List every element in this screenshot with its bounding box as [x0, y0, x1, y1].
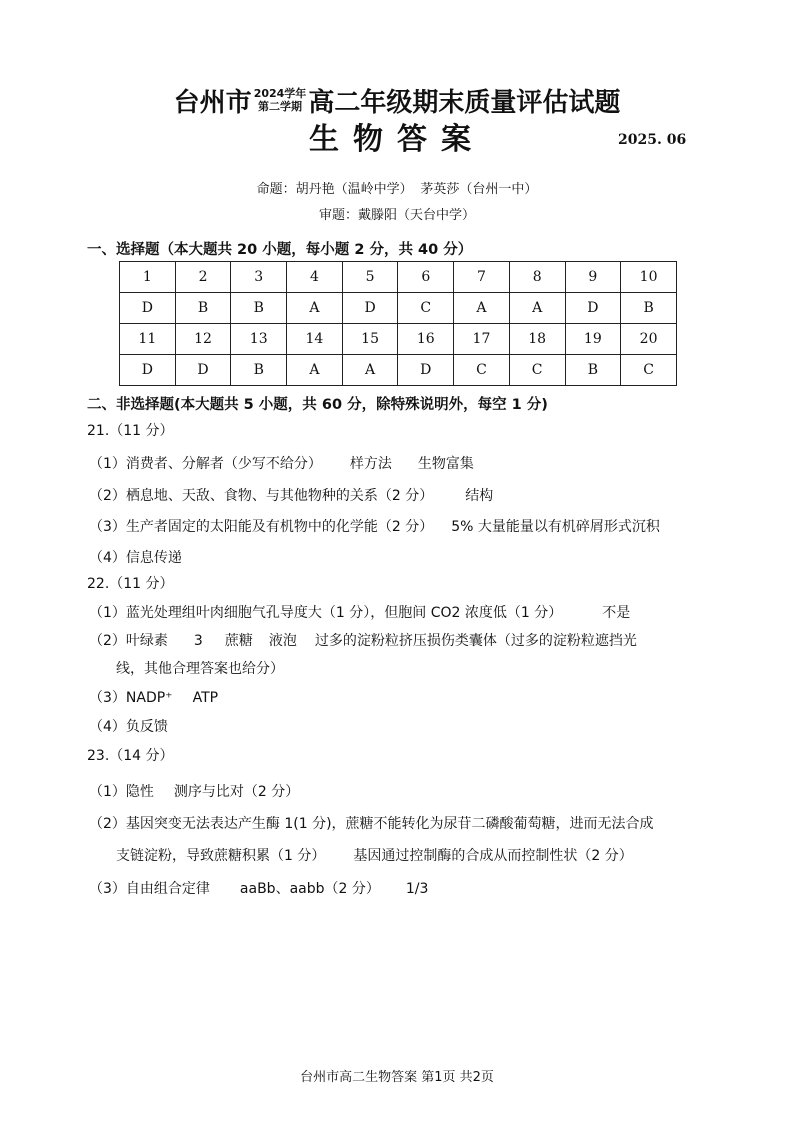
- question-number-cell: 1: [120, 262, 176, 293]
- answer-cell: A: [342, 355, 398, 386]
- q21-3a: （3）生产者固定的太阳能及有机物中的化学能（2 分）: [89, 519, 434, 535]
- question-number-cell: 3: [231, 262, 287, 293]
- answer-table: [119, 261, 677, 386]
- answer-cell: C: [398, 293, 454, 324]
- answer-cell: D: [398, 355, 454, 386]
- answer-cell: D: [175, 355, 231, 386]
- q22-1a: （1）蓝光处理组叶肉细胞气孔导度大（1 分），但胞间 CO2 浓度低（1 分）: [89, 605, 563, 621]
- answer-cell: D: [565, 293, 621, 324]
- answer-cell: B: [231, 293, 287, 324]
- question-number-cell: 12: [175, 324, 231, 355]
- question-number-cell: 10: [621, 262, 677, 293]
- q23-answer-3: [89, 878, 428, 898]
- q21-answer-2: [89, 485, 493, 505]
- authors-line-1: 命题：胡丹艳（温岭中学） 茅英莎（台州一中）: [256, 182, 538, 197]
- title-city: 台州市: [173, 87, 252, 118]
- answer-row: [120, 293, 677, 324]
- question-number-cell: 19: [565, 324, 621, 355]
- q23-title: 23.（14 分）: [87, 748, 174, 764]
- answer-cell: B: [175, 293, 231, 324]
- question-number-cell: 4: [287, 262, 343, 293]
- question-number-cell: 20: [621, 324, 677, 355]
- q23-answer-1: [89, 781, 299, 801]
- answer-cell: C: [454, 355, 510, 386]
- q22-1b: 不是: [602, 605, 631, 621]
- q23-1a: （1）隐性: [89, 784, 154, 800]
- answer-cell: A: [287, 293, 343, 324]
- q23-3b: aaBb、aabb（2 分）: [239, 881, 380, 897]
- q22-title: 22.（11 分）: [87, 576, 174, 592]
- section-1-heading: 一、选择题（本大题共 20 小题，每小题 2 分，共 40 分）: [87, 242, 473, 258]
- question-number-cell: 13: [231, 324, 287, 355]
- question-number-cell: 8: [509, 262, 565, 293]
- question-number-cell: 11: [120, 324, 176, 355]
- question-number-cell: 16: [398, 324, 454, 355]
- answer-cell: A: [454, 293, 510, 324]
- question-number-cell: 18: [509, 324, 565, 355]
- answer-cell: D: [120, 355, 176, 386]
- title-year: [254, 87, 307, 113]
- q22-answer-1: [89, 602, 630, 622]
- question-number-cell: 14: [287, 324, 343, 355]
- q22-2b: 3: [193, 633, 203, 649]
- answer-cell: B: [565, 355, 621, 386]
- answer-cell: C: [621, 355, 677, 386]
- question-number-cell: 2: [175, 262, 231, 293]
- q22-3a: （3）NADP⁺: [89, 690, 173, 706]
- q22-answer-2-cont: 线，其他合理答案也给分）: [116, 661, 284, 677]
- q22-answer-2: [89, 630, 637, 650]
- q22-answer-4: （4）负反馈: [89, 719, 168, 735]
- title-main: 高二年级期末质量评估试题: [308, 87, 621, 118]
- exam-date: 2025. 06: [618, 132, 687, 148]
- q22-2e: 过多的淀粉粒挤压损伤类囊体（过多的淀粉粒遮挡光: [314, 633, 637, 649]
- question-number-cell: 17: [454, 324, 510, 355]
- answer-row: [120, 355, 677, 386]
- question-number-cell: 5: [342, 262, 398, 293]
- q23-2c: 基因通过控制酶的合成从而控制性状（2 分）: [353, 848, 633, 864]
- question-number-cell: 6: [398, 262, 454, 293]
- question-number-cell: 7: [454, 262, 510, 293]
- q22-2a: （2）叶绿素: [89, 633, 168, 649]
- q22-answer-3: [89, 687, 218, 707]
- question-number-cell: 9: [565, 262, 621, 293]
- q21-answer-1: [89, 453, 474, 473]
- q23-answer-2-cont: [116, 845, 633, 865]
- answer-cell: D: [120, 293, 176, 324]
- q22-3b: ATP: [192, 690, 219, 706]
- q21-1a: （1）消费者、分解者（少写不给分）: [89, 456, 322, 472]
- subject-title: 生物答案: [309, 122, 485, 157]
- answer-cell: A: [509, 293, 565, 324]
- q23-3c: 1/3: [405, 881, 429, 897]
- q21-3b: 5% 大量能量以有机碎屑形式沉积: [451, 519, 660, 535]
- q23-1b: 测序与比对（2 分）: [173, 784, 300, 800]
- answer-cell: A: [287, 355, 343, 386]
- q21-2b: 结构: [465, 488, 494, 504]
- q23-3a: （3）自由组合定律: [89, 881, 210, 897]
- q21-2a: （2）栖息地、天敌、食物、与其他物种的关系（2 分）: [89, 488, 434, 504]
- answer-cell: C: [509, 355, 565, 386]
- q21-1b: 样方法: [349, 456, 392, 472]
- q21-answer-4: （4）信息传递: [89, 550, 182, 566]
- answer-cell: B: [231, 355, 287, 386]
- q21-answer-3: [89, 516, 660, 536]
- q23-answer-2: （2）基因突变无法表达产生酶 1(1 分)，蔗糖不能转化为尿苷二磷酸葡萄糖，进而无法合成: [89, 816, 654, 832]
- question-number-cell: 15: [342, 324, 398, 355]
- q23-2b: 支链淀粉，导致蔗糖积累（1 分）: [116, 848, 326, 864]
- page-footer: 台州市高二生物答案 第1页 共2页: [300, 1070, 494, 1085]
- q21-1c: 生物富集: [417, 456, 474, 472]
- title-year-top: 2024学年: [253, 87, 307, 100]
- question-number-row: [120, 262, 677, 293]
- q22-2d: 液泡: [268, 633, 297, 649]
- q21-title: 21.（11 分）: [87, 423, 174, 439]
- question-number-row: [120, 324, 677, 355]
- section-2-heading: 二、非选择题(本大题共 5 小题，共 60 分，除特殊说明外，每空 1 分): [87, 397, 548, 413]
- answer-cell: D: [342, 293, 398, 324]
- title-year-bottom: 第二学期: [258, 100, 302, 113]
- q22-2c: 蔗糖: [224, 633, 253, 649]
- answer-cell: B: [621, 293, 677, 324]
- authors-line-2: 审题：戴滕阳（天台中学）: [318, 208, 475, 223]
